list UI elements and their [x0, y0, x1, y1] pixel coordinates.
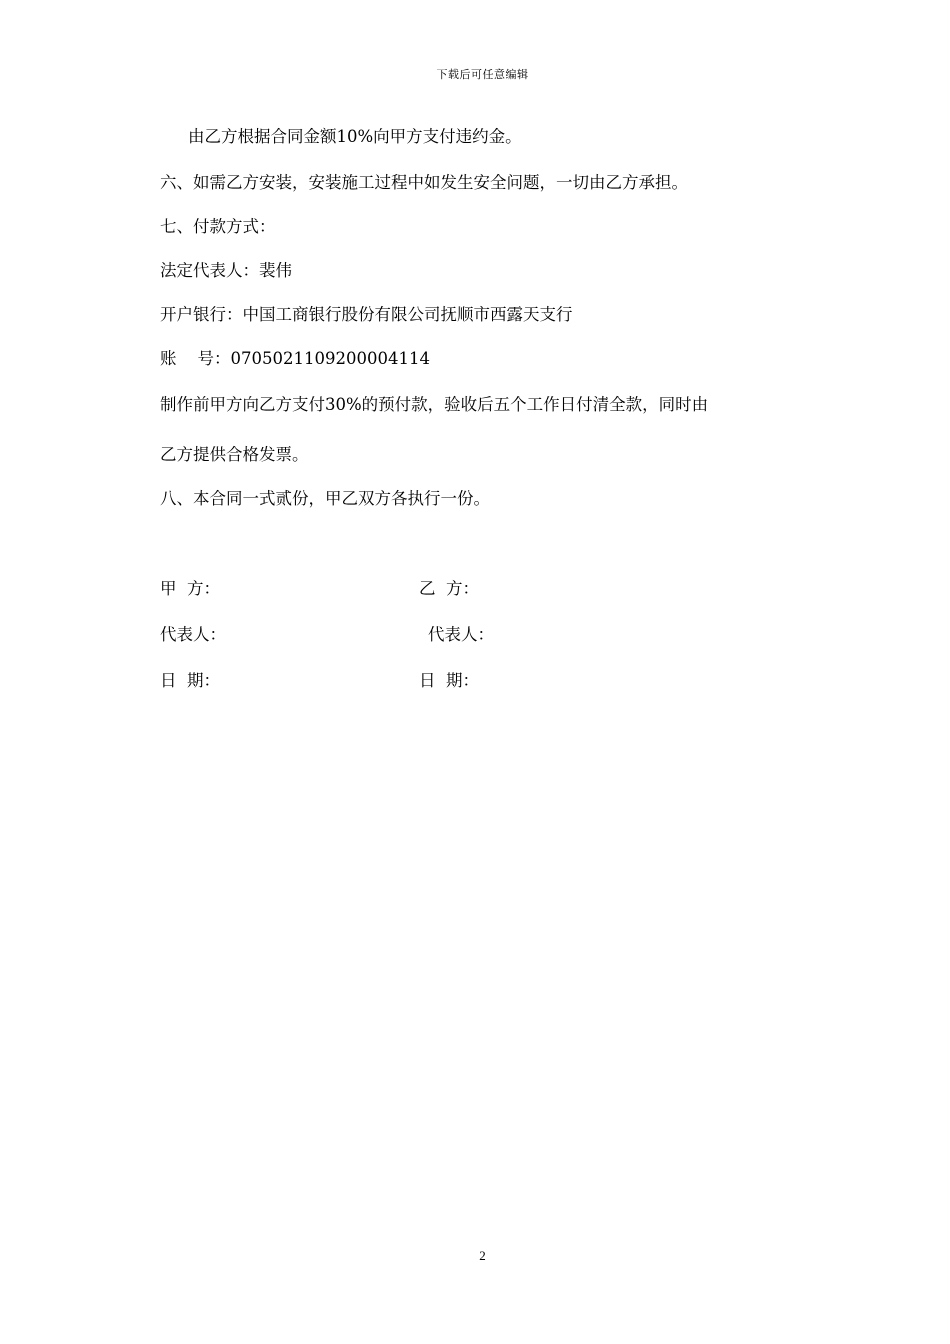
- payment-terms-line-2: 乙方提供合格发票。: [160, 445, 309, 464]
- bank-name: 开户银行：中国工商银行股份有限公司抚顺市西露天支行: [160, 305, 573, 324]
- clause-6: 六、如需乙方安装，安装施工过程中如发生安全问题，一切由乙方承担。: [160, 173, 688, 192]
- date-a-label: 日 期：: [160, 671, 220, 690]
- header-note: 下载后可任意编辑: [436, 68, 529, 81]
- party-b-label: 乙 方：: [419, 579, 479, 598]
- clause-7-title: 七、付款方式：: [160, 217, 276, 236]
- penalty-line: 由乙方根据合同金额10%向甲方支付违约金。: [188, 127, 522, 146]
- account-number: 账 号：0705021109200004114: [160, 349, 430, 368]
- legal-representative: 法定代表人：裴伟: [160, 261, 292, 280]
- party-a-label: 甲 方：: [160, 579, 220, 598]
- representative-b-label: 代表人：: [428, 625, 494, 644]
- representative-a-label: 代表人：: [160, 625, 226, 644]
- clause-8: 八、本合同一式贰份，甲乙双方各执行一份。: [160, 489, 490, 508]
- payment-terms-line-1: 制作前甲方向乙方支付30%的预付款，验收后五个工作日付清全款，同时由: [160, 395, 709, 414]
- page-number: 2: [479, 1248, 486, 1263]
- date-b-label: 日 期：: [419, 671, 479, 690]
